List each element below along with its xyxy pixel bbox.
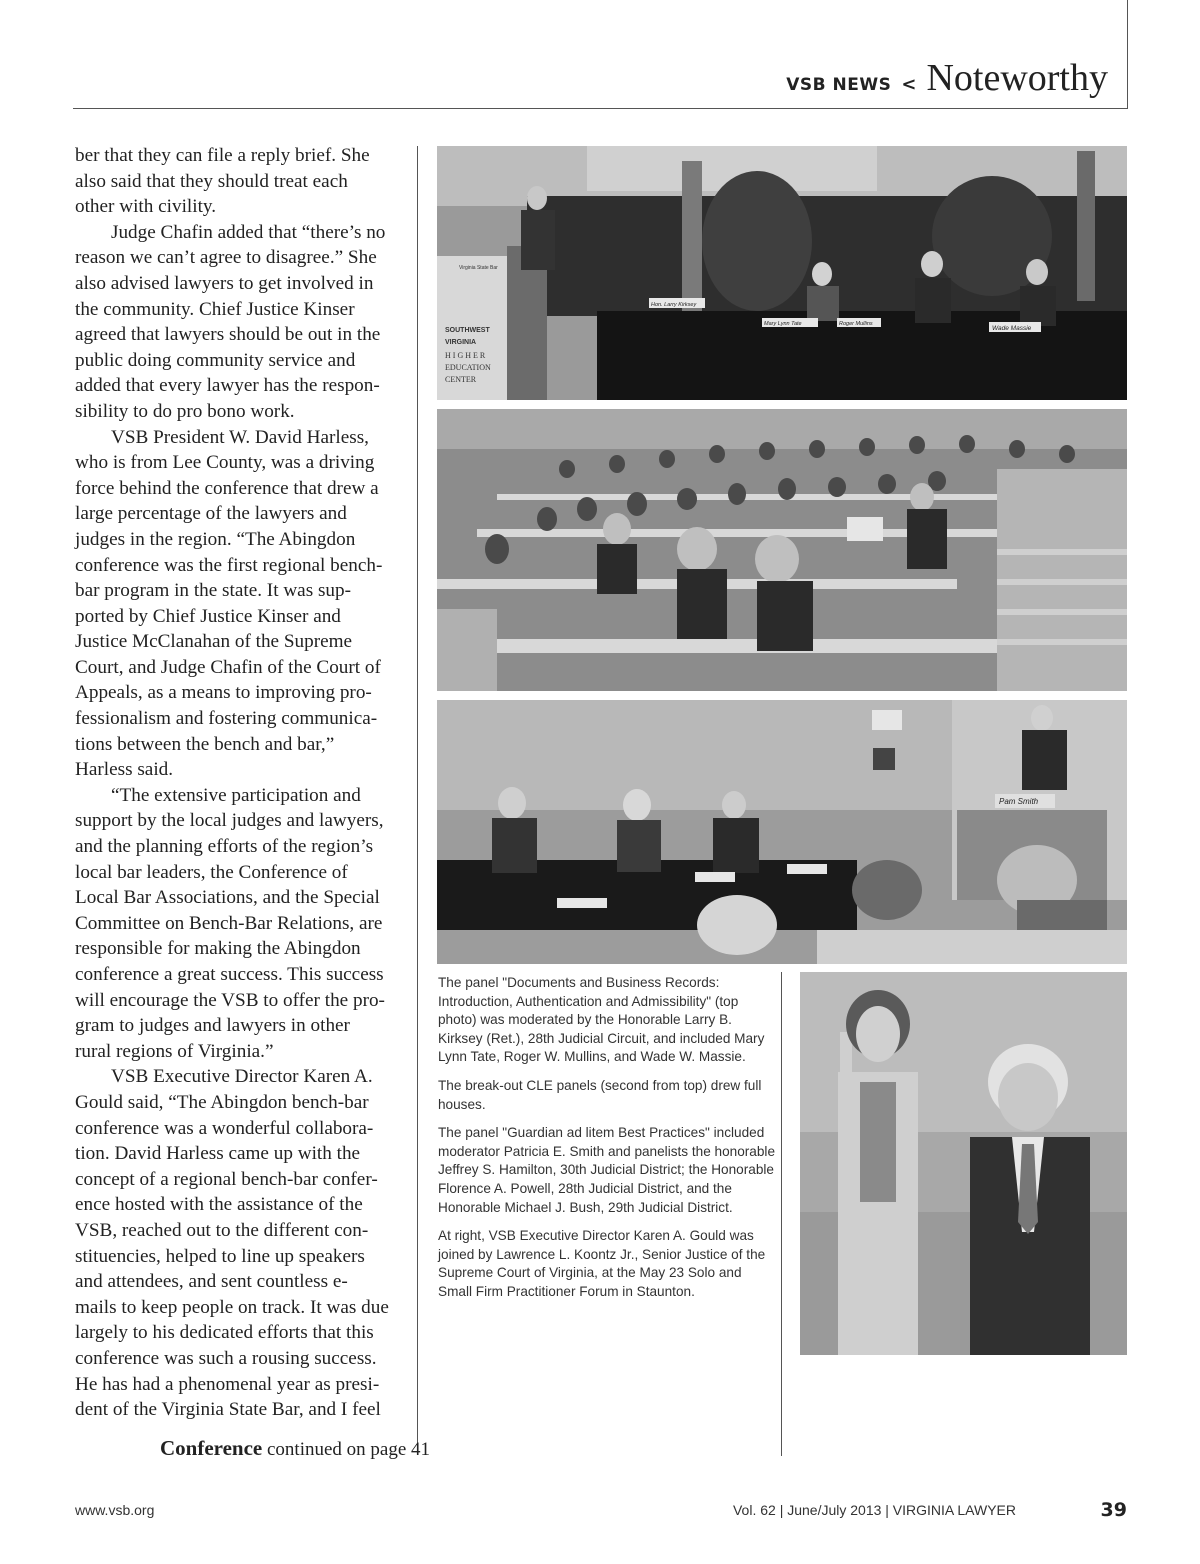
article-line: Judge Chafin added that “there’s no — [111, 221, 386, 243]
photo-panel-discussion — [437, 146, 1127, 400]
article-line: Court, and Judge Chafin of the Court of — [75, 656, 381, 678]
continued-text: continued on page 41 — [262, 1439, 431, 1460]
article-line: tion. David Harless came up with the — [75, 1143, 361, 1165]
footer-issue-info: Vol. 62 | June/July 2013 | VIRGINIA LAWYER — [732, 1502, 1016, 1518]
article-line: largely to his dedicated efforts that this — [75, 1322, 374, 1344]
article-line: judges in the region. “The Abingdon — [75, 528, 356, 550]
article-line: and the planning efforts of the region’s — [75, 836, 374, 858]
page-number: 39 — [1100, 1499, 1127, 1521]
article-line: force behind the conference that drew a — [75, 477, 379, 499]
caption-line: Lynn Tate, Roger W. Mullins, and Wade W. Massie. — [438, 1049, 746, 1065]
article-line: fessionalism and fostering communica- — [75, 708, 378, 730]
article-line: ber that they can file a reply brief. She — [75, 145, 370, 166]
caption-paragraph — [438, 1077, 773, 1114]
caption-paragraph — [438, 1227, 773, 1301]
caption-line: At right, VSB Executive Director Karen A. Gould was — [438, 1228, 754, 1244]
article-line: added that every lawyer has the respon- — [75, 375, 380, 397]
photo-guardian-panel — [437, 700, 1127, 964]
photo-captions — [438, 974, 776, 1312]
article-line: will encourage the VSB to offer the pro- — [75, 989, 385, 1011]
caption-line: Small Firm Practitioner Forum in Staunton. — [438, 1283, 695, 1299]
running-header — [786, 56, 1108, 100]
article-line: gram to judges and lawyers in other — [75, 1015, 350, 1037]
podium-sign-line-1: SOUTHWEST — [445, 327, 490, 334]
article-line: the community. Chief Justice Kinser — [75, 298, 355, 320]
caption-line: Honorable Michael J. Bush, 29th Judicial District. — [438, 1199, 733, 1215]
name-tent-1: Hon. Larry Kirksey — [651, 302, 697, 308]
podium-sign-line-5: CENTER — [445, 375, 477, 384]
podium-sign-top: Virginia State Bar — [459, 265, 498, 271]
article-line: VSB Executive Director Karen A. — [111, 1066, 373, 1088]
article-line: conference was a wonderful collabora- — [75, 1117, 374, 1139]
caption-line: The break-out CLE panels (second from top) drew full — [438, 1077, 762, 1093]
article-line: also said that they should treat each — [75, 170, 348, 192]
caption-paragraph — [438, 1124, 776, 1217]
article-line: local bar leaders, the Conference of — [75, 861, 348, 883]
article-line: VSB President W. David Harless, — [111, 426, 369, 448]
continued-line — [160, 1436, 430, 1461]
article-line: Committee on Bench-Bar Relations, are — [75, 912, 383, 934]
name-tent-4: Wade Massie — [992, 325, 1032, 332]
article-text — [75, 143, 405, 1423]
column-rule-caption — [781, 972, 782, 1456]
article-line: ported by Chief Justice Kinser and — [75, 605, 341, 627]
caption-line: The panel "Documents and Business Records: — [438, 975, 720, 990]
name-tent-moderator: Pam Smith — [999, 797, 1039, 806]
column-rule-left — [417, 146, 418, 1454]
caption-paragraph — [438, 974, 773, 1067]
article-line: Gould said, “The Abingdon bench-bar — [75, 1091, 369, 1113]
article-line: VSB, reached out to the different con- — [75, 1219, 369, 1241]
podium-sign-line-3: H I G H E R — [445, 351, 486, 360]
article-line: also advised lawyers to get involved in — [75, 272, 374, 294]
footer-url: www.vsb.org — [75, 1502, 155, 1518]
article-line: conference was the first regional bench- — [75, 554, 383, 576]
article-line: other with civility. — [75, 196, 217, 218]
caption-line: Florence A. Powell, 28th Judicial District, and the — [438, 1180, 732, 1196]
podium-sign-line-2: VIRGINIA — [445, 339, 477, 346]
caption-line: Jeffrey S. Hamilton, 30th Judicial District; the Honorable — [438, 1162, 774, 1178]
article-line: large percentage of the lawyers and — [75, 503, 347, 525]
caption-line: Kirksey (Ret.), 28th Judicial Circuit, and included Mary — [438, 1030, 765, 1046]
caption-line: houses. — [438, 1096, 486, 1112]
article-line: responsible for making the Abingdon — [75, 938, 361, 960]
caption-line: Supreme Court of Virginia, at the May 23 Solo and — [438, 1265, 742, 1281]
article-line: He has had a phenomenal year as presi- — [75, 1373, 380, 1395]
caption-line: Introduction, Authentication and Admissibility" (top — [438, 993, 739, 1009]
article-line: support by the local judges and lawyers, — [75, 810, 384, 832]
article-line: Appeals, as a means to improving pro- — [75, 682, 372, 704]
photo-audience — [437, 409, 1127, 691]
section-separator: < — [901, 74, 917, 95]
article-line: public doing community service and — [75, 349, 356, 371]
article-line: ence hosted with the assistance of the — [75, 1194, 363, 1216]
caption-line: photo) was moderated by the Honorable Larry B. — [438, 1012, 732, 1028]
article-line: Justice McClanahan of the Supreme — [75, 631, 353, 653]
article-line: tions between the bench and bar,” — [75, 733, 335, 755]
section-title: Noteworthy — [926, 57, 1108, 99]
article-line: stituencies, helped to line up speakers — [75, 1245, 365, 1267]
article-line: and attendees, and sent countless e- — [75, 1271, 348, 1293]
name-tent-3: Roger Mullins — [839, 321, 873, 327]
article-line: rural regions of Virginia.” — [75, 1040, 274, 1062]
section-label: VSB NEWS — [786, 75, 892, 95]
article-line: mails to keep people on track. It was due — [75, 1296, 389, 1318]
article-line: Local Bar Associations, and the Special — [75, 887, 380, 909]
article-line: bar program in the state. It was sup- — [75, 580, 352, 602]
caption-line: moderator Patricia E. Smith and panelists the honorable — [438, 1143, 776, 1159]
header-rule-right — [1127, 0, 1128, 109]
article-line: conference was such a rousing success. — [75, 1347, 377, 1369]
article-line: reason we can’t agree to disagree.” She — [75, 247, 377, 269]
article-line: Harless said. — [75, 759, 174, 781]
caption-line: The panel "Guardian ad litem Best Practices" included — [438, 1125, 765, 1141]
article-line: who is from Lee County, was a driving — [75, 452, 375, 474]
podium-sign-line-4: EDUCATION — [445, 363, 491, 372]
continued-label: Conference — [160, 1436, 263, 1460]
caption-line: joined by Lawrence L. Koontz Jr., Senior Justice of the — [438, 1246, 766, 1262]
header-rule — [73, 108, 1128, 109]
photo-gould-koontz — [800, 972, 1127, 1355]
article-line: agreed that lawyers should be out in the — [75, 324, 381, 346]
article-line: “The extensive participation and — [111, 784, 361, 806]
name-tent-2: Mary Lynn Tate — [764, 321, 802, 327]
article-line: conference a great success. This success — [75, 964, 384, 985]
article-line: concept of a regional bench-bar confer- — [75, 1168, 378, 1190]
article-line: dent of the Virginia State Bar, and I feel — [75, 1399, 381, 1421]
article-line: sibility to do pro bono work. — [75, 400, 295, 422]
